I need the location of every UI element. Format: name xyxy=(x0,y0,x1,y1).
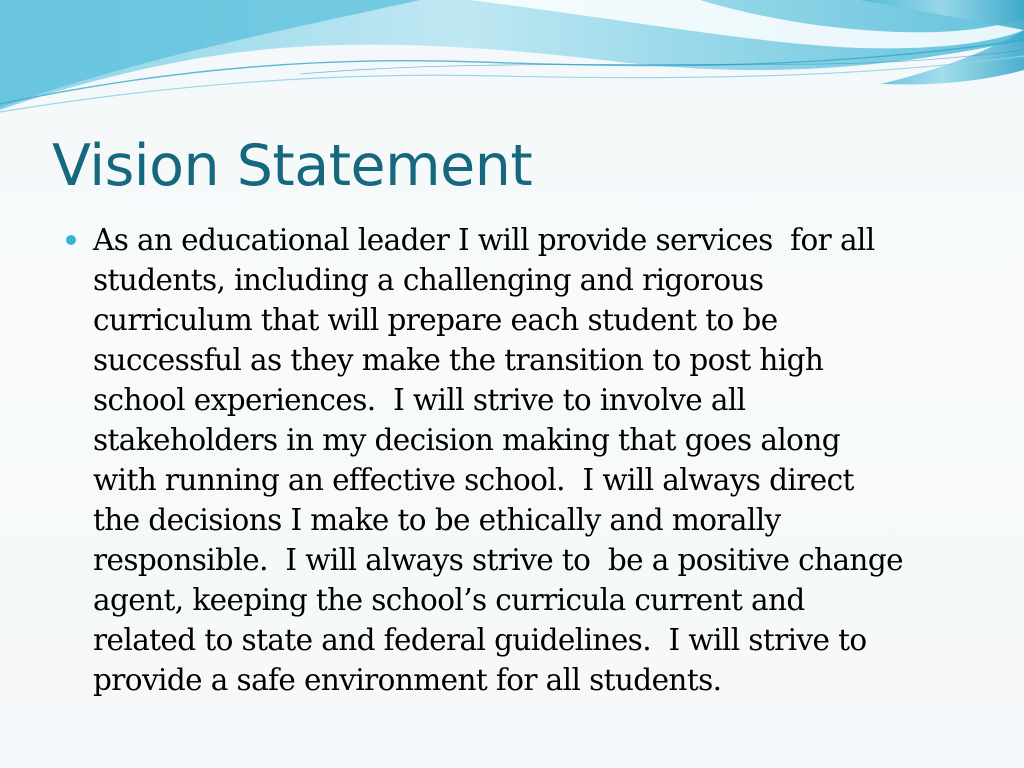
text-line-11: related to state and federal guidelines. I will strive to xyxy=(93,623,867,657)
header-wave-decoration xyxy=(0,0,1024,130)
text-line-4: successful as they make the transition to post high xyxy=(93,343,824,377)
text-line-2: students, including a challenging and rigorous xyxy=(93,263,764,297)
slide-content xyxy=(66,220,986,700)
text-line-7: with running an effective school. I will always direct xyxy=(93,463,854,497)
text-line-6: stakeholders in my decision making that goes along xyxy=(93,423,840,457)
text-line-8: the decisions I make to be ethically and morally xyxy=(93,503,781,537)
text-line-12: provide a safe environment for all students. xyxy=(93,663,722,697)
text-line-5: school experiences. I will strive to involve all xyxy=(93,383,746,417)
text-line-9: responsible. I will always strive to be a positive change xyxy=(93,543,903,577)
text-line-10: agent, keeping the school’s curricula current and xyxy=(93,583,805,617)
bullet-text xyxy=(93,220,986,700)
slide-title: Vision Statement xyxy=(52,133,533,199)
text-line-3: curriculum that will prepare each student to be xyxy=(93,303,778,337)
bullet-item xyxy=(66,220,986,700)
text-line-1: As an educational leader I will provide services for all xyxy=(93,223,875,257)
bullet-dot-icon xyxy=(66,235,76,245)
